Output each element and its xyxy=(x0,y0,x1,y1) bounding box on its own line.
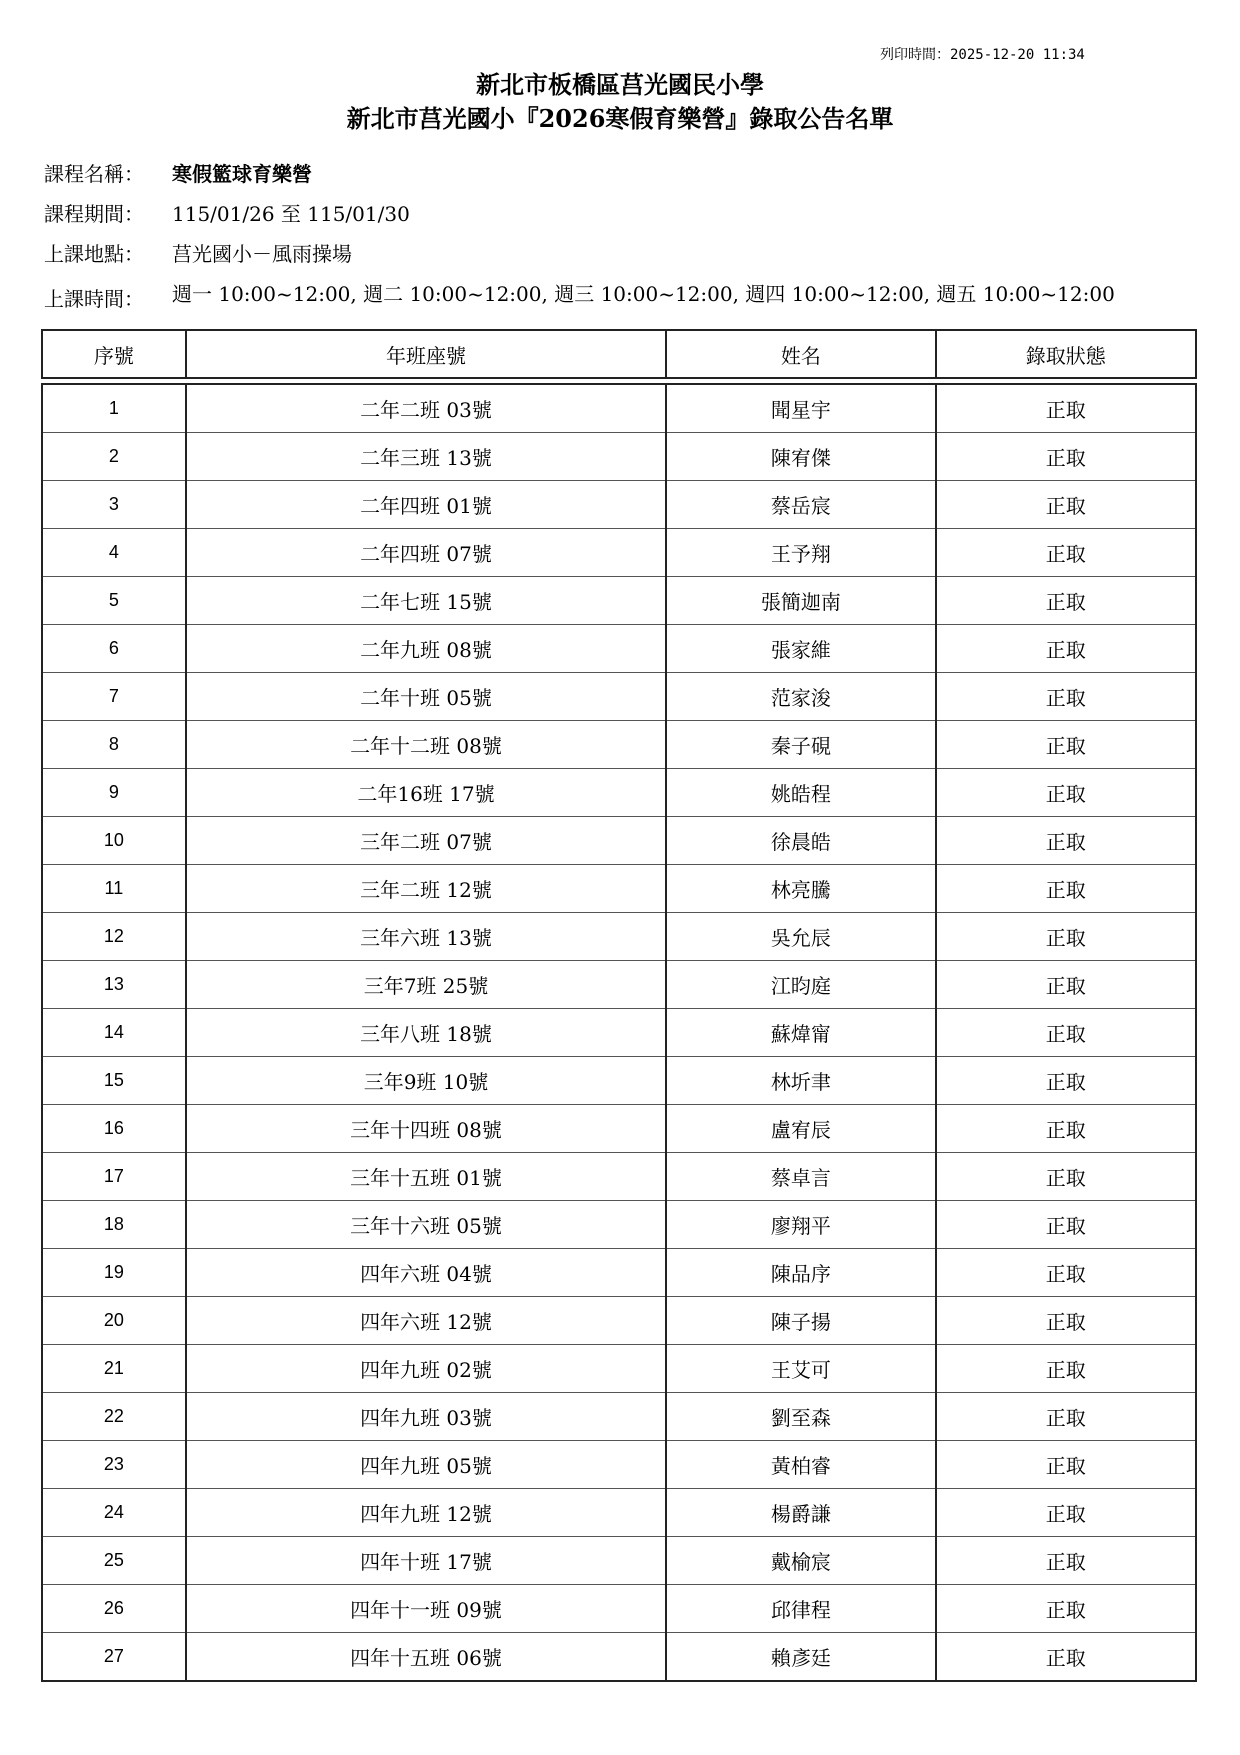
row-class-seat: 二年16班 17號 xyxy=(186,769,666,817)
row-class-seat: 四年六班 04號 xyxy=(186,1249,666,1297)
row-status: 正取 xyxy=(936,1537,1196,1585)
class-time-row xyxy=(44,281,1194,325)
table-row xyxy=(42,1057,1196,1105)
row-class-seat: 三年二班 12號 xyxy=(186,865,666,913)
header-class-seat: 年班座號 xyxy=(186,330,666,378)
row-seq: 7 xyxy=(42,673,186,721)
row-seq: 9 xyxy=(42,769,186,817)
row-name: 陳子揚 xyxy=(666,1297,935,1345)
row-seq: 25 xyxy=(42,1537,186,1585)
row-class-seat: 四年九班 02號 xyxy=(186,1345,666,1393)
row-seq: 4 xyxy=(42,529,186,577)
table-row xyxy=(42,817,1196,865)
row-name: 江昀庭 xyxy=(666,961,935,1009)
row-name: 林圻聿 xyxy=(666,1057,935,1105)
print-timestamp: 列印時間：2025-12-20 11:34 xyxy=(880,47,1085,63)
row-status: 正取 xyxy=(936,1249,1196,1297)
course-period-row xyxy=(44,202,1194,226)
row-seq: 14 xyxy=(42,1009,186,1057)
table-row xyxy=(42,865,1196,913)
table-row xyxy=(42,673,1196,721)
admission-table xyxy=(41,383,1197,1682)
row-status: 正取 xyxy=(936,913,1196,961)
row-class-seat: 三年9班 10號 xyxy=(186,1057,666,1105)
row-seq: 8 xyxy=(42,721,186,769)
row-name: 蔡岳宸 xyxy=(666,481,935,529)
row-status: 正取 xyxy=(936,1297,1196,1345)
row-name: 黃柏睿 xyxy=(666,1441,935,1489)
row-status: 正取 xyxy=(936,1345,1196,1393)
row-seq: 12 xyxy=(42,913,186,961)
row-status: 正取 xyxy=(936,769,1196,817)
header-name: 姓名 xyxy=(666,330,935,378)
row-name: 張簡迦南 xyxy=(666,577,935,625)
row-name: 楊爵謙 xyxy=(666,1489,935,1537)
row-status: 正取 xyxy=(936,721,1196,769)
row-name: 廖翔平 xyxy=(666,1201,935,1249)
table-row xyxy=(42,625,1196,673)
row-seq: 26 xyxy=(42,1585,186,1633)
row-status: 正取 xyxy=(936,1393,1196,1441)
row-status: 正取 xyxy=(936,1201,1196,1249)
row-seq: 23 xyxy=(42,1441,186,1489)
row-seq: 13 xyxy=(42,961,186,1009)
course-period-value: 115/01/26 至 115/01/30 xyxy=(172,202,410,226)
header-status: 錄取狀態 xyxy=(936,330,1196,378)
table-row xyxy=(42,529,1196,577)
course-name-row xyxy=(44,162,1194,186)
table-row xyxy=(42,1633,1196,1682)
row-status: 正取 xyxy=(936,577,1196,625)
table-row xyxy=(42,433,1196,481)
table-row xyxy=(42,1201,1196,1249)
row-seq: 19 xyxy=(42,1249,186,1297)
row-status: 正取 xyxy=(936,481,1196,529)
row-status: 正取 xyxy=(936,673,1196,721)
row-status: 正取 xyxy=(936,1489,1196,1537)
table-row xyxy=(42,577,1196,625)
row-name: 張家維 xyxy=(666,625,935,673)
row-status: 正取 xyxy=(936,529,1196,577)
row-seq: 24 xyxy=(42,1489,186,1537)
class-location-label: 上課地點： xyxy=(44,242,144,266)
row-seq: 17 xyxy=(42,1153,186,1201)
table-row xyxy=(42,913,1196,961)
table-row xyxy=(42,1009,1196,1057)
row-class-seat: 四年六班 12號 xyxy=(186,1297,666,1345)
row-class-seat: 三年7班 25號 xyxy=(186,961,666,1009)
row-class-seat: 三年十六班 05號 xyxy=(186,1201,666,1249)
table-row xyxy=(42,961,1196,1009)
row-seq: 27 xyxy=(42,1633,186,1682)
row-name: 陳品序 xyxy=(666,1249,935,1297)
row-class-seat: 四年十一班 09號 xyxy=(186,1585,666,1633)
class-time-value: 週一 10:00~12:00, 週二 10:00~12:00, 週三 10:00~12:00, 週四 10:00~12:00, 週五 10:00~12:00 xyxy=(172,282,1115,306)
row-class-seat: 三年八班 18號 xyxy=(186,1009,666,1057)
row-status: 正取 xyxy=(936,1009,1196,1057)
row-seq: 1 xyxy=(42,384,186,433)
announcement-title: 新北市莒光國小『2026寒假育樂營』錄取公告名單 xyxy=(346,104,894,133)
row-name: 王艾可 xyxy=(666,1345,935,1393)
row-seq: 22 xyxy=(42,1393,186,1441)
row-seq: 3 xyxy=(42,481,186,529)
row-seq: 21 xyxy=(42,1345,186,1393)
row-status: 正取 xyxy=(936,625,1196,673)
row-status: 正取 xyxy=(936,1441,1196,1489)
table-row xyxy=(42,1537,1196,1585)
row-class-seat: 二年二班 03號 xyxy=(186,384,666,433)
row-name: 聞星宇 xyxy=(666,384,935,433)
row-status: 正取 xyxy=(936,817,1196,865)
class-location-value: 莒光國小－風雨操場 xyxy=(172,242,352,266)
row-seq: 16 xyxy=(42,1105,186,1153)
row-seq: 5 xyxy=(42,577,186,625)
school-title: 新北市板橋區莒光國民小學 xyxy=(476,70,764,99)
row-status: 正取 xyxy=(936,865,1196,913)
row-name: 陳宥傑 xyxy=(666,433,935,481)
row-class-seat: 三年二班 07號 xyxy=(186,817,666,865)
row-class-seat: 三年六班 13號 xyxy=(186,913,666,961)
row-class-seat: 四年十五班 06號 xyxy=(186,1633,666,1682)
table-row xyxy=(42,384,1196,433)
row-status: 正取 xyxy=(936,1105,1196,1153)
row-status: 正取 xyxy=(936,1153,1196,1201)
table-row xyxy=(42,1393,1196,1441)
row-name: 徐晨皓 xyxy=(666,817,935,865)
course-name-value: 寒假籃球育樂營 xyxy=(172,162,312,186)
row-seq: 11 xyxy=(42,865,186,913)
table-row xyxy=(42,769,1196,817)
header-seq: 序號 xyxy=(42,330,186,378)
row-seq: 6 xyxy=(42,625,186,673)
row-status: 正取 xyxy=(936,433,1196,481)
row-class-seat: 三年十五班 01號 xyxy=(186,1153,666,1201)
row-seq: 20 xyxy=(42,1297,186,1345)
row-name: 邱律程 xyxy=(666,1585,935,1633)
table-row xyxy=(42,1153,1196,1201)
class-location-row xyxy=(44,242,1194,266)
row-class-seat: 二年四班 07號 xyxy=(186,529,666,577)
row-name: 盧宥辰 xyxy=(666,1105,935,1153)
class-time-label: 上課時間： xyxy=(44,287,144,311)
course-name-label: 課程名稱： xyxy=(44,162,144,186)
row-class-seat: 二年九班 08號 xyxy=(186,625,666,673)
row-status: 正取 xyxy=(936,1633,1196,1682)
row-seq: 18 xyxy=(42,1201,186,1249)
row-class-seat: 四年十班 17號 xyxy=(186,1537,666,1585)
row-class-seat: 四年九班 12號 xyxy=(186,1489,666,1537)
table-row xyxy=(42,1105,1196,1153)
row-status: 正取 xyxy=(936,961,1196,1009)
row-class-seat: 四年九班 05號 xyxy=(186,1441,666,1489)
table-row xyxy=(42,1441,1196,1489)
table-row xyxy=(42,1297,1196,1345)
row-class-seat: 二年十二班 08號 xyxy=(186,721,666,769)
row-seq: 2 xyxy=(42,433,186,481)
table-row xyxy=(42,721,1196,769)
row-status: 正取 xyxy=(936,1585,1196,1633)
row-name: 戴榆宸 xyxy=(666,1537,935,1585)
table-row xyxy=(42,1489,1196,1537)
table-row xyxy=(42,1345,1196,1393)
row-status: 正取 xyxy=(936,1057,1196,1105)
row-name: 秦子硯 xyxy=(666,721,935,769)
row-name: 范家浚 xyxy=(666,673,935,721)
row-class-seat: 二年十班 05號 xyxy=(186,673,666,721)
row-class-seat: 二年四班 01號 xyxy=(186,481,666,529)
row-class-seat: 二年七班 15號 xyxy=(186,577,666,625)
row-seq: 10 xyxy=(42,817,186,865)
row-name: 王予翔 xyxy=(666,529,935,577)
row-name: 賴彥廷 xyxy=(666,1633,935,1682)
row-name: 吳允辰 xyxy=(666,913,935,961)
row-seq: 15 xyxy=(42,1057,186,1105)
row-name: 姚皓程 xyxy=(666,769,935,817)
table-row xyxy=(42,1585,1196,1633)
row-name: 蘇煒甯 xyxy=(666,1009,935,1057)
row-name: 劉至森 xyxy=(666,1393,935,1441)
row-class-seat: 四年九班 03號 xyxy=(186,1393,666,1441)
row-name: 蔡卓言 xyxy=(666,1153,935,1201)
course-period-label: 課程期間： xyxy=(44,202,144,226)
admission-table-header xyxy=(41,329,1197,379)
row-status: 正取 xyxy=(936,384,1196,433)
table-row xyxy=(42,1249,1196,1297)
row-name: 林亮騰 xyxy=(666,865,935,913)
row-class-seat: 三年十四班 08號 xyxy=(186,1105,666,1153)
row-class-seat: 二年三班 13號 xyxy=(186,433,666,481)
table-row xyxy=(42,481,1196,529)
